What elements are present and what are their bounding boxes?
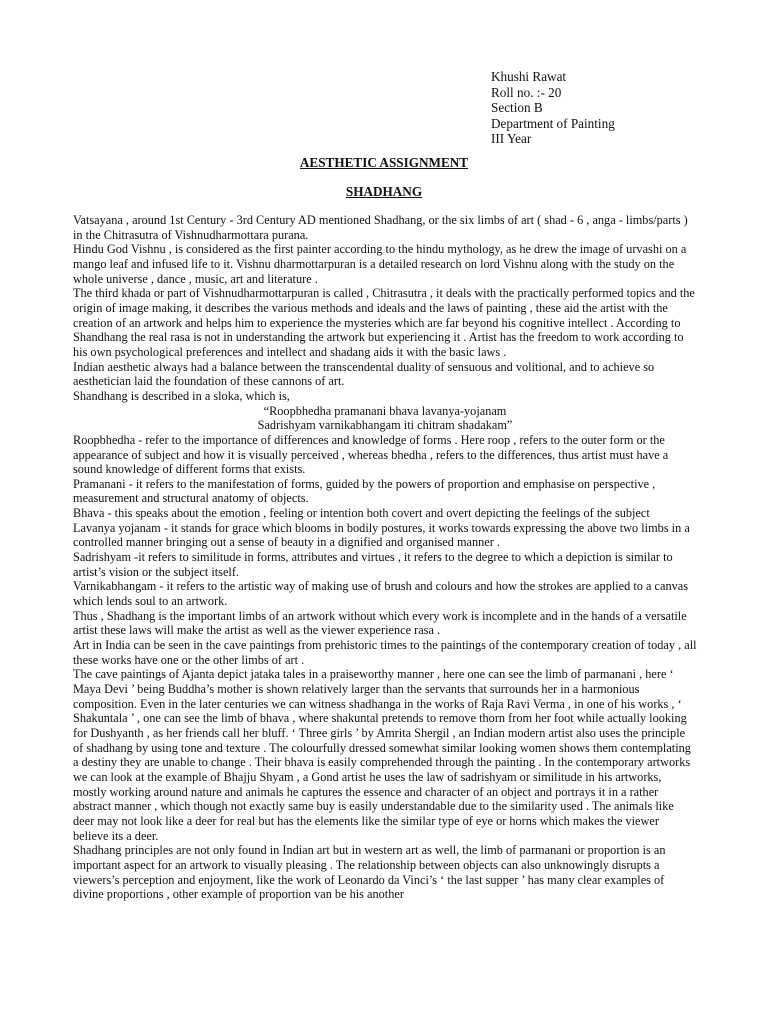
paragraph-conclusion: Thus , Shadhang is the important limbs of an artwork without which every work is incomplete and in the hands of a versatile artist these laws will make the artist as well as the viewer experience rasa .: [73, 608, 687, 638]
document-subtitle: SHADHANG: [345, 184, 423, 199]
limb-roopbhedha: Roopbhedha - refer to the importance of differences and knowledge of forms . Here roop , refers to the outer form or the appearance of subject and how it is visually perceived , whereas bhedha , refers to the differences, thus artist must have a sound knowledge of different forms that exists.: [73, 432, 669, 477]
paragraph-vishnu: Hindu God Vishnu , is considered as the first painter according to the hindu mythology, as he drew the image of urvashi on a mango leaf and infused life to it. Vishnu dharmottarpuran is a detailed research on lord Vishnu along with the study on the whole universe , dance , music, art and literature .: [73, 242, 687, 286]
paragraph-intro: Vatsayana , around 1st Century - 3rd Century AD mentioned Shadhang, or the six limbs of art ( shad - 6 , anga - limbs/parts ) in the Chitrasutra of Vishnudharmottara purana.: [73, 213, 688, 242]
section: Section B: [491, 100, 543, 116]
limb-sadrishyam: Sadrishyam -it refers to similitude in forms, attributes and virtues , it refers to the degree to which a depiction is similar to artist’s vision or the subject itself.: [73, 550, 673, 579]
sloka-line: Sadrishyam varnikabhangam iti chitram shadakam”: [257, 418, 513, 433]
paragraph-art-in-india: Art in India can be seen in the cave paintings from prehistoric times to the paintings of the contemporary creation of today , all these works have one or the other limbs of art .: [73, 638, 697, 667]
limb-bhava: Bhava - this speaks about the emotion , feeling or intention both covert and overt depicting the feelings of the subject: [73, 506, 650, 521]
paragraph-sloka-intro: Shandhang is described in a sloka, which is,: [73, 388, 290, 403]
limb-pramanani: Pramanani - it refers to the manifestation of forms, guided by the powers of proportion and emphasise on perspective , measurement and structural anatomy of objects.: [73, 476, 656, 506]
paragraph-aesthetic-balance: Indian aesthetic always had a balance between the transcendental duality of sensuous and volitional, and to achieve so aesthetician laid the foundation of these cannons of art.: [73, 359, 655, 389]
roll-number: Roll no. :- 20: [491, 84, 562, 100]
body-text: [73, 213, 697, 902]
department: Department of Painting: [491, 115, 615, 131]
year: III Year: [491, 131, 532, 147]
paragraph-chitrasutra: The third khada or part of Vishnudharmottarpuran is called , Chitrasutra , it deals with the practically performed topics and the origin of image making, it describes the various methods and ideals and the laws of painting , these aid the artist with the creation of an artwork and helps him to experience the mysteries which are far beyond his cognitive intellect . According to Shandhang the real rasa is not in understanding the artwork but experiencing it . Artist has the freedom to work according to his own psychological preferences and intellect and shadang aids it with the basic laws .: [73, 286, 695, 359]
sloka-line: “Roopbhedha pramanani bhava lavanya-yojanam: [263, 403, 507, 418]
limb-varnikabhangam: Varnikabhangam - it refers to the artistic way of making use of brush and colours and how the strokes are applied to a canvas which lends soul to an artwork.: [73, 579, 688, 609]
author-name: Khushi Rawat: [491, 69, 567, 84]
document-title: AESTHETIC ASSIGNMENT: [299, 155, 469, 170]
limb-lavanya-yojanam: Lavanya yojanam - it stands for grace which blooms in bodily postures, it works towards expressing the above two limbs in a controlled manner bringing out a sense of beauty in a dignified and organised manner .: [73, 520, 690, 550]
paragraph-western-art: Shadhang principles are not only found in Indian art but in western art as well, the limb of parmanani or proportion is an important aspect for an artwork to visually pleasing . The relationship between objects can also unknowingly disrupts a viewers’s perception and enjoyment, like the work of Leonardo da Vinci’s ‘ the last supper ’ has many clear examples of divine proportions , other example of proportion van be his another: [73, 843, 666, 902]
paragraph-examples: The cave paintings of Ajanta depict jataka tales in a praiseworthy manner , here one can see the limb of parmanani , here ‘ Maya Devi ’ being Buddha’s mother is shown relatively larger than the servants that surrounds her in a harmonious composition. Even in the later centuries we can witness shadhanga in the works of Raja Ravi Verma , in one of his works , ‘ Shakuntala ’ , one can see the limb of bhava , where shakuntal pretends to remove thorn from her foot while actually looking for Dushyanth , as her friends call her bluff. ‘ Three girls ’ by Amrita Shergil , an Indian modern artist also uses the principle of shadhang by using tone and texture . The colourfully dressed somewhat similar looking women shows them contemplating a destiny they are unable to change . Their bhava is easily comprehended through the painting . In the contemporary artworks we can look at the example of Bhajju Shyam , a Gond artist he uses the law of sadrishyam or similitude in his artworks, mostly working around nature and animals he captures the essence and character of an object and portrays it in a rather abstract manner , which though not exactly same buy is easily understandable due to the similarity used . The animals like deer may not look like a deer for real but has the elements like the similar type of eye or horns which makes the viewer believe its a deer.: [73, 667, 691, 843]
author-details: [491, 69, 615, 147]
